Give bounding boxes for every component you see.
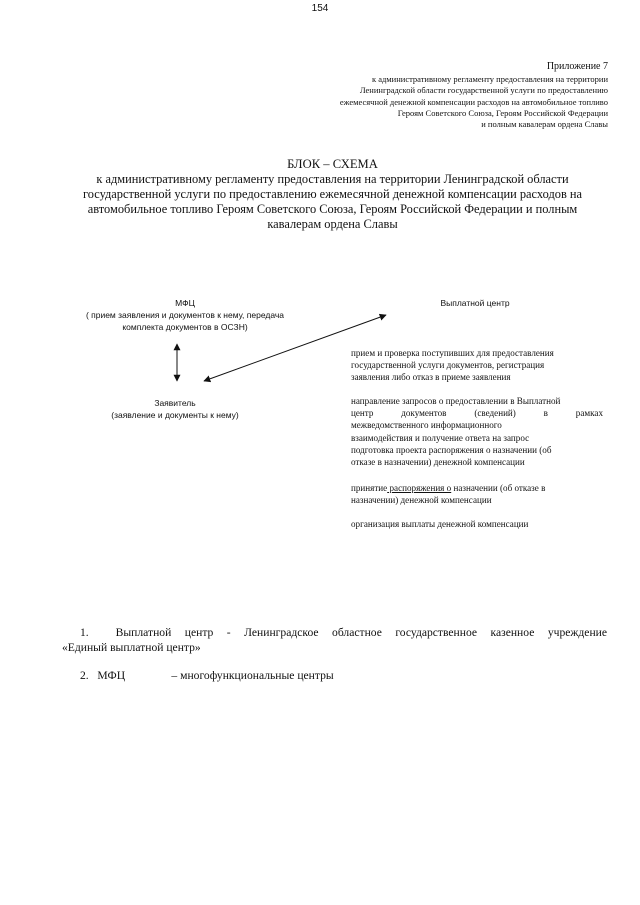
note-number: 2. (80, 669, 89, 682)
note-2-text: – многофункциональные центры (171, 669, 334, 682)
step-line: центр документов (сведений) в рамках (351, 408, 603, 419)
appendix-title: Приложение 7 (546, 61, 608, 72)
applicant-name: Заявитель (154, 398, 196, 408)
step-line: межведомственного информационного (351, 420, 502, 431)
step-line: отказе в назначении) денежной компенсации (351, 457, 525, 468)
title-line: государственной услуги по предоставлению ежемесячной денежной компенсации расходов на (82, 187, 583, 201)
mfc-name: МФЦ (175, 298, 195, 308)
step-line: организация выплаты денежной компенсации (351, 519, 529, 529)
note-2-abbr: МФЦ (97, 669, 126, 682)
step-line: прием и проверка поступивших для предоставления (351, 348, 554, 358)
note-1 (62, 625, 607, 655)
appendix-line: ежемесячной денежной компенсации расходов на автомобильное топливо (339, 96, 608, 107)
step-text: принятие (351, 483, 388, 493)
payment-center-name: Выплатной центр (440, 298, 510, 308)
step-line: заявления либо отказ в приеме заявления (351, 372, 511, 383)
note-1-line (62, 625, 607, 640)
step-line (351, 482, 603, 494)
note-2 (80, 668, 580, 683)
step-line: подготовка проекта распоряжения о назначении (об (351, 445, 552, 455)
appendix-line: к административному регламенту предоставления на территории (371, 74, 608, 84)
step-text: назначении (об отказе в (451, 483, 546, 493)
title-line: к административному регламенту предоставления на территории Ленинградской области (96, 172, 569, 186)
step-requests (351, 395, 603, 444)
step-line: взаимодействия и получение ответа на запрос (351, 432, 530, 443)
title-line: кавалерам ордена Славы (267, 217, 398, 231)
step-line: направление запросов о предоставлении в Выплатной (351, 396, 561, 406)
step-line: назначении) денежной компенсации (351, 495, 492, 506)
note-1-text: Выплатной центр - Ленинградское областное государственное казенное учреждение (115, 626, 607, 639)
appendix-line: и полным кавалерам ордена Славы (481, 119, 608, 130)
step-adopt-order (351, 482, 603, 506)
step-line: государственной услуги документов, регистрация (351, 360, 545, 371)
step-text-underlined: распоряжения о (387, 483, 452, 493)
note-1-line: «Единый выплатной центр» (62, 641, 201, 654)
mfc-desc-line: ( прием заявления и документов к нему, передача (85, 310, 285, 320)
step-organize-payment (351, 518, 603, 530)
note-number: 1. (80, 626, 89, 639)
applicant-desc: (заявление и документы к нему) (111, 410, 239, 420)
title-heading: БЛОК – СХЕМА (287, 157, 378, 171)
step-prepare-order (351, 444, 603, 468)
title-line: автомобильное топливо Героям Советского Союза, Героям Российской Федерации и полным (87, 202, 578, 216)
appendix-line: Ленинградской области государственной услуги по предоставлению (359, 85, 608, 96)
mfc-desc-line: комплекта документов в ОСЗН) (122, 322, 248, 332)
step-receive-check (351, 347, 603, 384)
page-number: 154 (311, 3, 329, 14)
appendix-line: Героям Советского Союза, Героям Российской Федерации (397, 107, 608, 118)
